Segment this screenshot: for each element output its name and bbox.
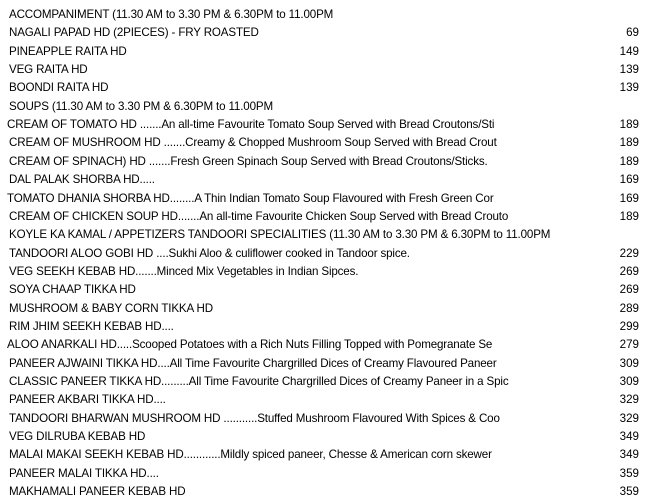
menu-item-price: 279 [619, 338, 639, 352]
menu-item-price: 269 [619, 283, 639, 297]
menu-item-price: 359 [619, 466, 639, 480]
menu-item-name: MAKHAMALI PANEER KEBAB HD [9, 485, 186, 499]
menu-row [0, 225, 650, 244]
menu-item-name: PANEER AKBARI TIKKA HD.... [9, 393, 166, 407]
menu-item-price: 139 [619, 81, 639, 95]
menu-item-name: VEG DILRUBA KEBAB HD [9, 430, 146, 444]
menu-item-price: 299 [619, 319, 639, 333]
menu-item-name: VEG RAITA HD [9, 63, 88, 77]
menu-row [0, 170, 650, 189]
menu-item-name: VEG SEEKH KEBAB HD.......Minced Mix Vegetables in Indian Sipces. [9, 264, 359, 278]
menu-item-name: RIM JHIM SEEKH KEBAB HD.... [9, 319, 174, 333]
menu-item-price: 229 [619, 246, 639, 260]
menu-item-price: 359 [619, 485, 639, 499]
menu-item-name: CREAM OF CHICKEN SOUP HD.......An all-time Favourite Chicken Soup Served with Bread Crouto [9, 209, 509, 223]
menu-row [0, 78, 650, 97]
menu-row [0, 335, 650, 354]
menu-item-name: PANEER AJWAINI TIKKA HD....All Time Favourite Chargrilled Dices of Creamy Flavoured Paneer [9, 356, 497, 370]
section-header: ACCOMPANIMENT (11.30 AM to 3.30 PM & 6.30PM to 11.00PM [9, 8, 334, 21]
menu-row [0, 207, 650, 226]
menu-item-price: 309 [619, 375, 639, 388]
menu-item-name: BOONDI RAITA HD [9, 81, 109, 95]
section-header: SOUPS (11.30 AM to 3.30 PM & 6.30PM to 11.00PM [9, 99, 273, 113]
menu-row [0, 482, 650, 501]
menu-row [0, 60, 650, 79]
menu-row [0, 244, 650, 263]
menu-row [0, 445, 650, 464]
menu-item-price: 329 [619, 411, 639, 425]
menu-item-price: 69 [626, 26, 639, 40]
menu-item-name: ALOO ANARKALI HD.....Scooped Potatoes with a Rich Nuts Filling Topped with Pomegranate Se [7, 338, 493, 352]
menu-item-price: 169 [619, 191, 639, 205]
menu-row [0, 23, 650, 42]
menu-item-name: SOYA CHAAP TIKKA HD [9, 283, 136, 297]
menu-item-name: TANDOORI ALOO GOBI HD ....Sukhi Aloo & culiflower cooked in Tandoor spice. [9, 246, 410, 260]
menu-row [0, 427, 650, 446]
menu-item-price: 349 [619, 448, 639, 462]
menu-item-name: CREAM OF MUSHROOM HD .......Creamy & Chopped Mushroom Soup Served with Bread Crout [9, 136, 497, 150]
menu-item-name: NAGALI PAPAD HD (2PIECES) - FRY ROASTED [9, 26, 259, 40]
menu-row [0, 372, 650, 391]
menu-item-price: 269 [619, 264, 639, 278]
menu-row [0, 97, 650, 116]
menu-item-price: 189 [619, 136, 639, 150]
menu-item-price: 329 [619, 393, 639, 407]
menu-item-price: 309 [619, 356, 639, 370]
menu-item-price: 189 [619, 118, 639, 132]
menu-item-name: CLASSIC PANEER TIKKA HD.........All Time Favourite Chargrilled Dices of Creamy Paneer in a Spic [9, 375, 509, 388]
menu-item-name: PANEER MALAI TIKKA HD.... [9, 466, 159, 480]
menu-item-price: 289 [619, 301, 639, 315]
menu-row [0, 390, 650, 409]
menu-row [0, 262, 650, 281]
section-header: KOYLE KA KAMAL / APPETIZERS TANDOORI SPECIALITIES (11.30 AM to 3.30 PM & 6.30PM to 11.00PM [9, 228, 551, 242]
menu-item-name: TOMATO DHANIA SHORBA HD........A Thin Indian Tomato Soup Flavoured with Fresh Green Cor [7, 191, 494, 205]
menu-item-name: MALAI MAKAI SEEKH KEBAB HD............Mildly spiced paneer, Chesse & American corn skewer [9, 448, 492, 462]
menu-row [0, 299, 650, 318]
menu-item-price: 149 [619, 44, 639, 58]
menu-item-name: TANDOORI BHARWAN MUSHROOM HD ...........Stuffed Mushroom Flavoured With Spices & Coo [9, 411, 500, 425]
menu-row [0, 5, 650, 24]
menu-row [0, 115, 650, 134]
menu-row [0, 317, 650, 336]
menu-item-name: CREAM OF TOMATO HD .......An all-time Favourite Tomato Soup Served with Bread Croutons/Sti [7, 118, 495, 132]
menu-item-name: CREAM OF SPINACH) HD .......Fresh Green Spinach Soup Served with Bread Croutons/Sticks. [9, 154, 488, 168]
menu-item-name: PINEAPPLE RAITA HD [9, 44, 127, 58]
menu-row [0, 354, 650, 373]
menu-row [0, 152, 650, 171]
menu-item-name: MUSHROOM & BABY CORN TIKKA HD [9, 301, 213, 315]
menu-item-name: DAL PALAK SHORBA HD..... [9, 173, 155, 187]
menu-row [0, 280, 650, 299]
menu-row [0, 133, 650, 152]
menu-item-price: 169 [619, 173, 639, 187]
menu-row [0, 409, 650, 428]
menu-row [0, 189, 650, 208]
menu-item-price: 189 [619, 154, 639, 168]
menu-row [0, 42, 650, 61]
menu-item-price: 189 [619, 209, 639, 223]
menu-item-price: 349 [619, 430, 639, 444]
menu-item-price: 139 [619, 63, 639, 77]
menu-row [0, 464, 650, 483]
